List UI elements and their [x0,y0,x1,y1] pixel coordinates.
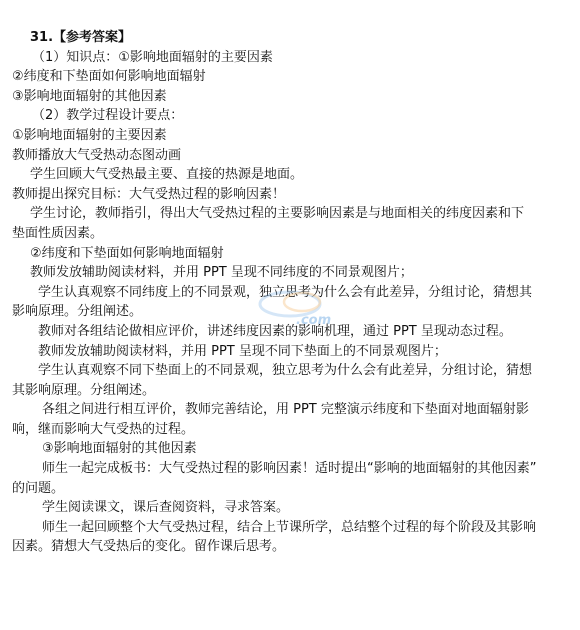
process-step-2-heading: ②纬度和下垫面如何影响地面辐射 [30,245,224,261]
paragraph-line: 教师发放辅助阅读材料，并用 PPT 呈现不同纬度的不同景观图片； [30,265,413,281]
process-step-1-heading: ①影响地面辐射的主要因素 [12,127,167,143]
paragraph-line: 垫面性质因素。 [12,225,104,241]
knowledge-point-2: ②纬度和下垫面如何影响地面辐射 [12,69,206,85]
paragraph-line: 教师提出探究目标：大气受热过程的影响因素！ [12,186,286,202]
paragraph-line: 师生一起完成板书：大气受热过程的影响因素！适时提出“影响的地面辐射的其他因素” [42,461,537,477]
paragraph-line: 其影响原理。分组阐述。 [12,382,156,398]
paragraph-line: 学生讨论，教师指引，得出大气受热过程的主要影响因素是与地面相关的纬度因素和下 [30,206,525,222]
paragraph-line: 学生认真观察不同纬度上的不同景观，独立思考为什么会有此差异，分组讨论，猜想其 [38,284,533,300]
paragraph-line: 学生阅读课文，课后查阅资料，寻求答案。 [42,500,290,516]
paragraph-line: 教师播放大气受热动态图动画 [12,147,182,163]
process-step-3-heading: ③影响地面辐射的其他因素 [42,441,197,457]
paragraph-line: 学生认真观察不同下垫面上的不同景观，独立思考为什么会有此差异，分组讨论，猜想 [38,363,533,379]
paragraph-line: 响，继而影响大气受热的过程。 [12,421,195,437]
paragraph-line: 各组之间进行相互评价，教师完善结论，用 PPT 完整演示纬度和下垫面对地面辐射影 [42,402,529,418]
paragraph-line: 教师对各组结论做相应评价，讲述纬度因素的影响机理，通过 PPT 呈现动态过程。 [38,323,512,339]
paragraph-line: 师生一起回顾整个大气受热过程，结合上节课所学，总结整个过程的每个阶段及其影响 [42,519,537,535]
teaching-process-heading: （2）教学过程设计要点： [32,108,184,124]
watermark-text: .com [296,313,332,328]
answer-document [12,28,564,557]
paragraph-line: 的问题。 [12,480,65,496]
answer-title: 31.【参考答案】 [30,30,132,45]
knowledge-point-3: ③影响地面辐射的其他因素 [12,88,167,104]
paragraph-line: 因素。猜想大气受热后的变化。留作课后思考。 [12,539,286,555]
paragraph-line: 学生回顾大气受热最主要、直接的热源是地面。 [30,167,304,183]
paragraph-line: 教师发放辅助阅读材料，并用 PPT 呈现不同下垫面上的不同景观图片； [38,343,447,359]
knowledge-points-heading: （1）知识点：①影响地面辐射的主要因素 [32,49,273,65]
paragraph-line: 影响原理。分组阐述。 [12,304,143,320]
